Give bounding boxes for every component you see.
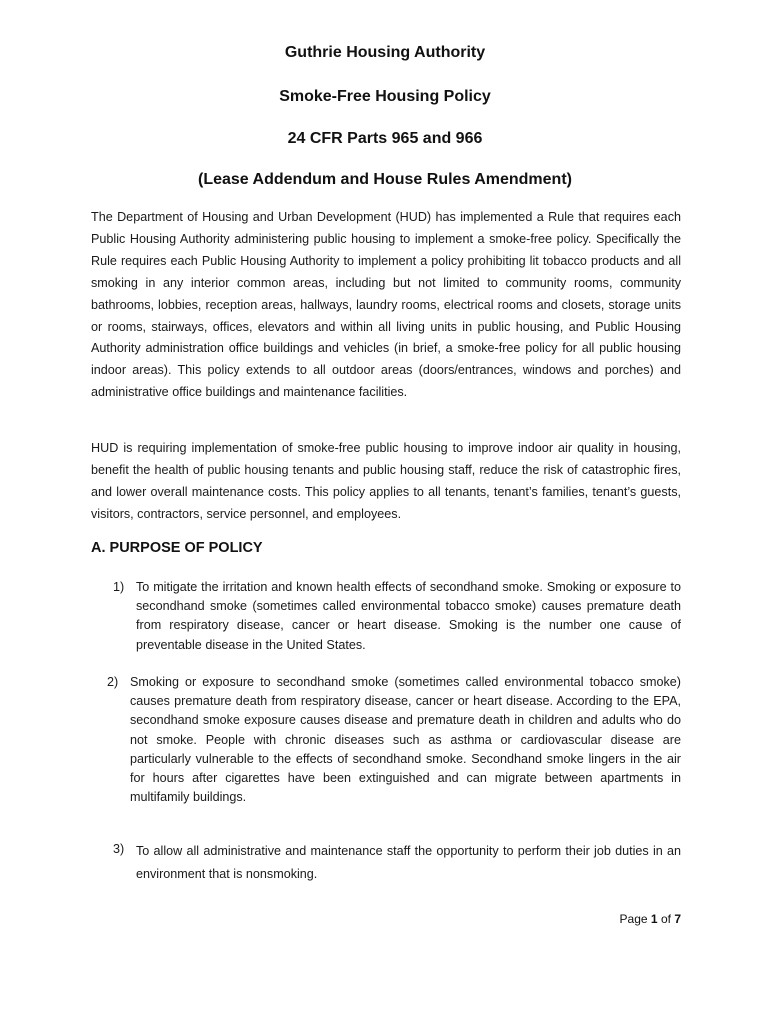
section-a-heading: A. PURPOSE OF POLICY <box>91 540 263 556</box>
of-label: of <box>660 912 671 926</box>
list-item: To mitigate the irritation and known health effects of secondhand smoke. Smoking or exposure to secondhand smoke (sometimes called environmental tobacco smoke) causes premature death from respiratory disease, cancer or heart disease. Smoking is the number one cause of preventable disease in the United States. <box>136 580 681 652</box>
list-item: Smoking or exposure to secondhand smoke (sometimes called environmental tobacco smoke) causes premature death from respiratory disease, cancer or heart disease. According to the EPA, secondhand smoke exposure causes disease and premature death in children and adults who do not smoke. People with chronic diseases such as asthma or cardiovascular disease are particularly vulnerable to the effects of secondhand smoke. Secondhand smoke lingers in the air for hours after cigarettes have been extinguished and can migrate between apartments in multifamily buildings. <box>130 675 681 805</box>
current-page: 1 <box>650 912 658 926</box>
total-pages: 7 <box>674 912 681 926</box>
second-paragraph: HUD is requiring implementation of smoke-free public housing to improve indoor air quality in housing, benefit the health of public housing tenants and public housing staff, reduce the risk of catastrophic fires, and lower overall maintenance costs. This policy applies to all tenants, tenant’s families, tenant’s guests, visitors, contractors, service personnel, and employees. <box>91 441 681 521</box>
page-label: Page <box>619 912 648 926</box>
organization-title: Guthrie Housing Authority <box>284 44 486 61</box>
page-number <box>620 912 681 926</box>
list-item-number: 3) <box>113 842 125 856</box>
list-item: To allow all administrative and maintenance staff the opportunity to perform their job duties in an environment that is nonsmoking. <box>136 844 681 881</box>
regulation-title: 24 CFR Parts 965 and 966 <box>287 130 483 147</box>
intro-paragraph: The Department of Housing and Urban Development (HUD) has implemented a Rule that requires each Public Housing Authority administering public housing to implement a smoke-free policy. Specifically the Rule requires each Public Housing Authority to implement a policy prohibiting lit tobacco products and all smoking in any interior common areas, including but not limited to community rooms, community bathrooms, lobbies, reception areas, hallways, laundry rooms, electrical rooms and closets, storage units or rooms, stairways, offices, elevators and within all living units in public housing, and Public Housing Authority administration office buildings and vehicles (in brief, a smoke-free policy for all public housing indoor areas). This policy extends to all outdoor areas (doors/entrances, windows and porches) and administrative office buildings and maintenance facilities. <box>91 210 681 400</box>
document-subtitle: (Lease Addendum and House Rules Amendment) <box>198 171 572 188</box>
list-item-number: 2) <box>107 675 119 689</box>
policy-title: Smoke-Free Housing Policy <box>279 88 491 105</box>
list-item-number: 1) <box>113 580 125 594</box>
